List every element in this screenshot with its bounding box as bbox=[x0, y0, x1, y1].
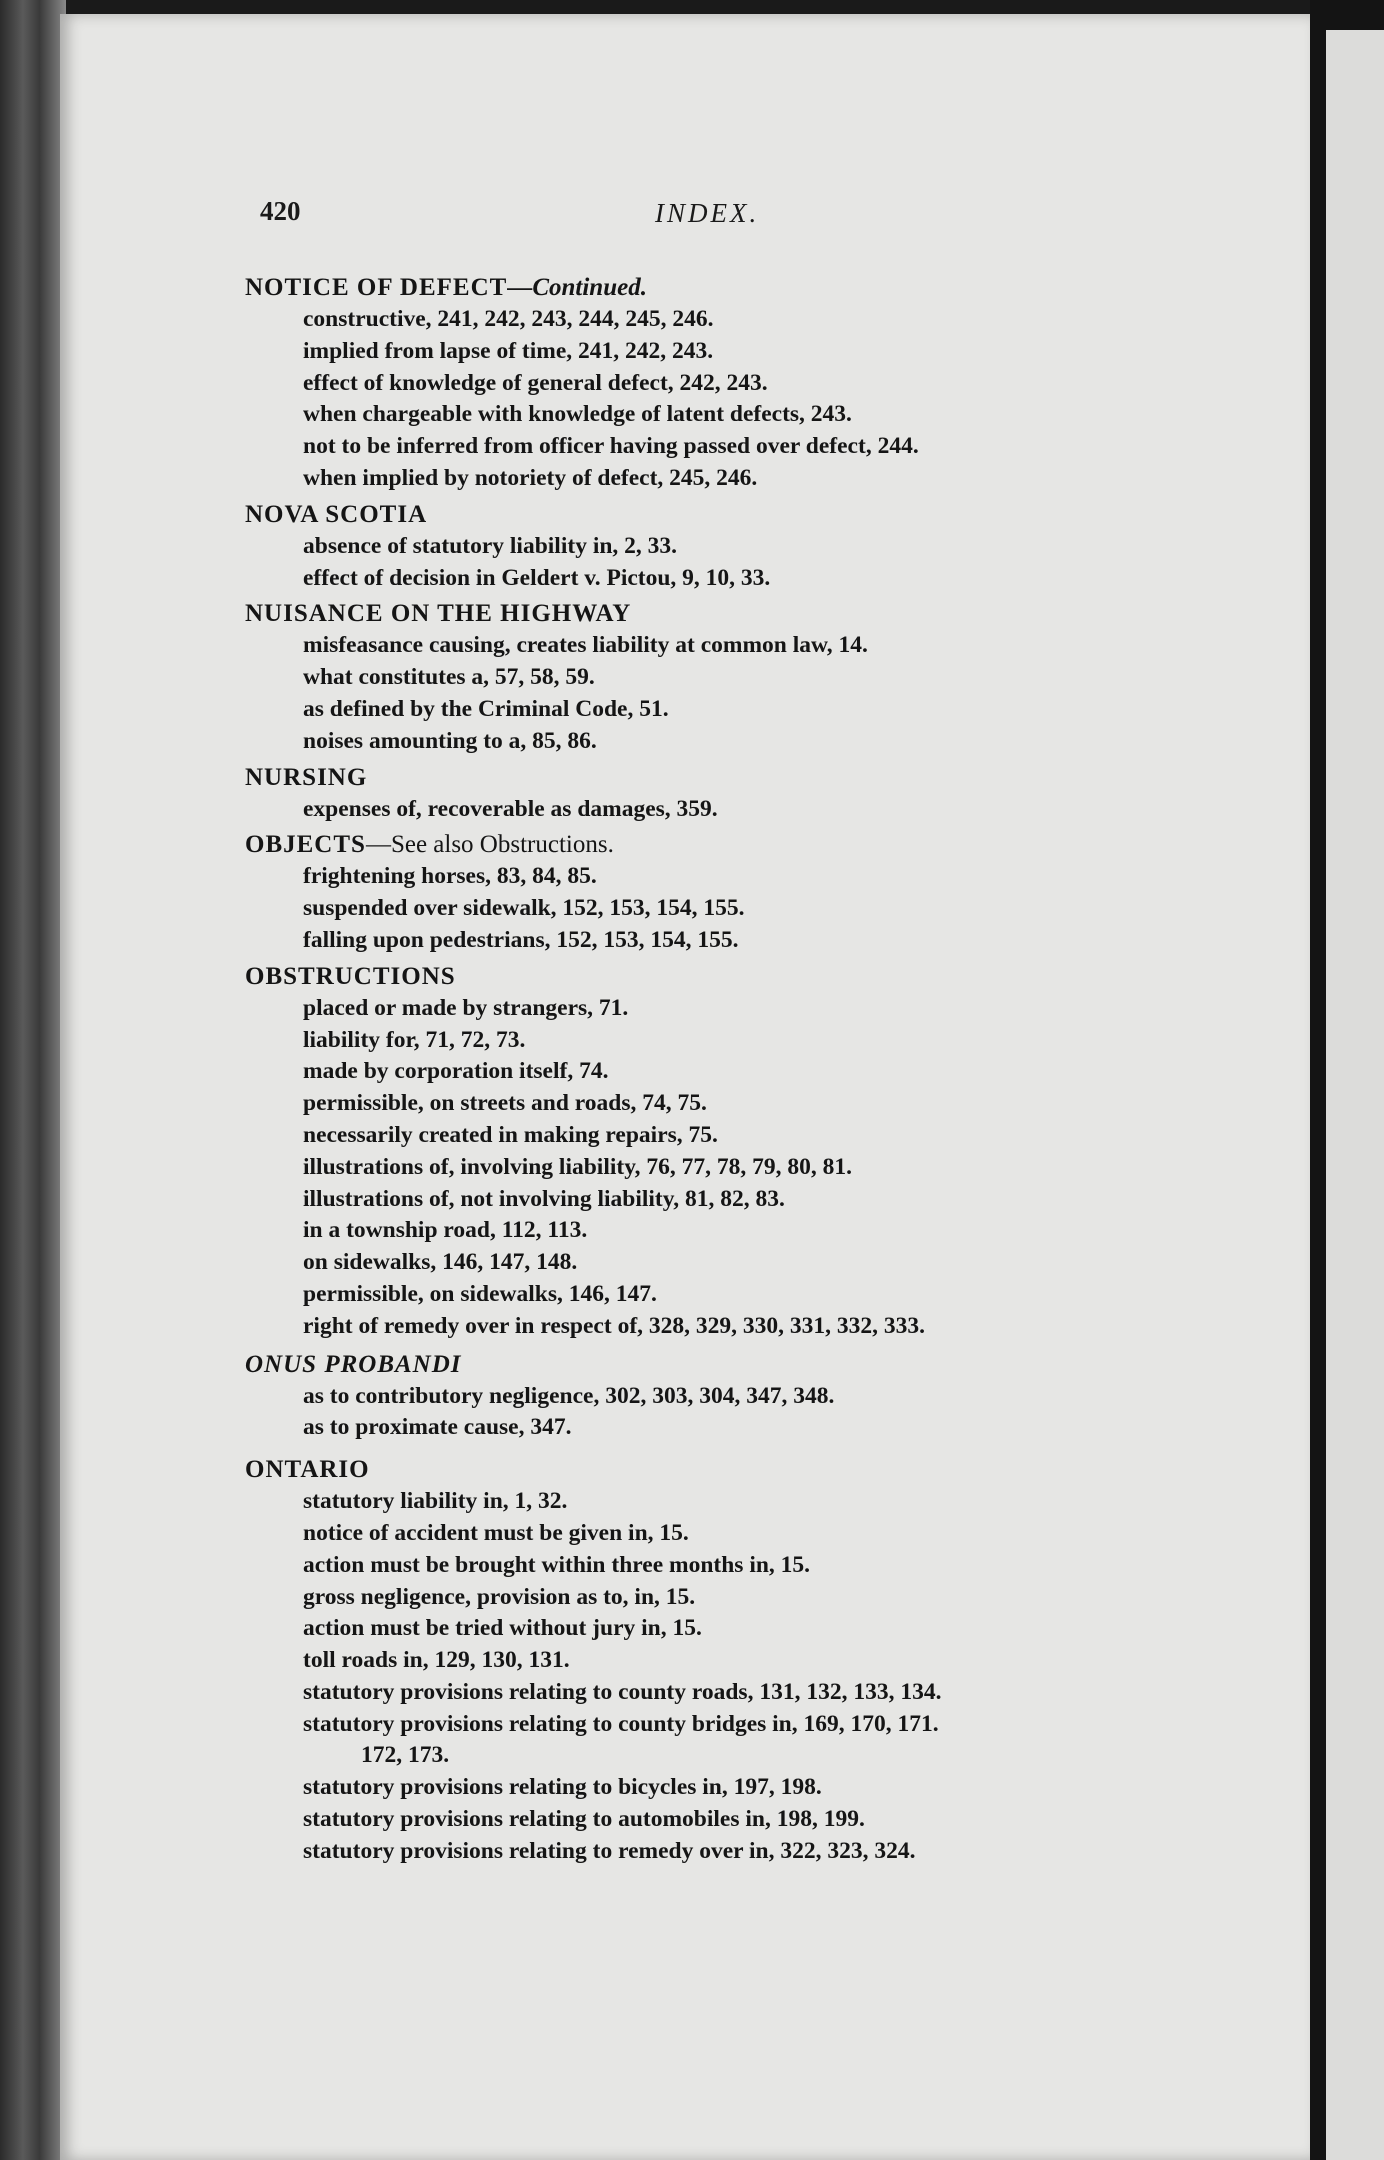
subentry: on sidewalks, 146, 147, 148. bbox=[303, 1249, 578, 1276]
subentry: statutory provisions relating to automobiles in, 198, 199. bbox=[303, 1806, 865, 1833]
index-entry bbox=[245, 762, 1145, 826]
subentry: action must be tried without jury in, 15. bbox=[303, 1615, 702, 1642]
index-list bbox=[245, 268, 1145, 1868]
index-entry bbox=[245, 499, 1145, 595]
subentry: as defined by the Criminal Code, 51. bbox=[303, 695, 669, 722]
entry-heading: ONTARIO bbox=[245, 1456, 370, 1484]
subentry: as to contributory negligence, 302, 303, 304, 347, 348. bbox=[303, 1382, 835, 1409]
subentry: permissible, on streets and roads, 74, 75. bbox=[303, 1090, 707, 1117]
subentry: noises amounting to a, 85, 86. bbox=[303, 727, 597, 754]
subentry: right of remedy over in respect of, 328, 329, 330, 331, 332, 333. bbox=[303, 1312, 926, 1339]
subentry: statutory provisions relating to remedy over in, 322, 323, 324. bbox=[303, 1837, 916, 1864]
subentry: misfeasance causing, creates liability at common law, 14. bbox=[303, 632, 868, 659]
index-entry bbox=[245, 272, 1145, 495]
index-entry bbox=[245, 1349, 1145, 1445]
entry-heading: NOVA SCOTIA bbox=[245, 500, 428, 528]
subentry: notice of accident must be given in, 15. bbox=[303, 1519, 689, 1546]
index-entry bbox=[245, 1454, 1145, 1868]
index-entry bbox=[245, 961, 1145, 1343]
entry-heading: NURSING bbox=[245, 763, 368, 791]
subentry: statutory provisions relating to county bridges in, 169, 170, 171. 172, 173. bbox=[245, 1709, 1145, 1773]
page-header bbox=[260, 196, 1160, 236]
subentry: illustrations of, involving liability, 76, 77, 78, 79, 80, 81. bbox=[303, 1153, 853, 1180]
subentry: made by corporation itself, 74. bbox=[303, 1058, 609, 1085]
subentry: absence of statutory liability in, 2, 33. bbox=[303, 532, 678, 559]
subentry: placed or made by strangers, 71. bbox=[303, 994, 629, 1021]
subentry: effect of knowledge of general defect, 242, 243. bbox=[303, 369, 768, 396]
see-also-reference: —See also Obstructions. bbox=[365, 831, 614, 859]
subentry: necessarily created in making repairs, 75. bbox=[303, 1121, 718, 1148]
subentry: when chargeable with knowledge of latent defects, 243. bbox=[303, 401, 852, 428]
subentry: constructive, 241, 242, 243, 244, 245, 246. bbox=[303, 306, 714, 332]
subentry: statutory provisions relating to county roads, 131, 132, 133, 134. bbox=[303, 1678, 942, 1705]
subentry: what constitutes a, 57, 58, 59. bbox=[303, 664, 595, 691]
book-spine-edge bbox=[0, 0, 66, 2160]
subentry: in a township road, 112, 113. bbox=[303, 1217, 588, 1244]
subentry: permissible, on sidewalks, 146, 147. bbox=[303, 1280, 657, 1307]
entry-heading: NOTICE OF DEFECT—Continued. bbox=[245, 274, 647, 301]
subentry: expenses of, recoverable as damages, 359. bbox=[303, 795, 718, 822]
page-number: 420 bbox=[260, 196, 301, 226]
subentry: toll roads in, 129, 130, 131. bbox=[303, 1647, 570, 1674]
subentry: statutory provisions relating to bicycles in, 197, 198. bbox=[303, 1774, 822, 1801]
entry-heading: OBJECTS—See also Obstructions. bbox=[245, 831, 614, 859]
subentry: not to be inferred from officer having passed over defect, 244. bbox=[303, 433, 919, 460]
subentry: effect of decision in Geldert v. Pictou, 9, 10, 33. bbox=[303, 564, 771, 591]
subentry: action must be brought within three months in, 15. bbox=[303, 1551, 811, 1578]
running-head: INDEX. bbox=[655, 198, 760, 228]
subentry: statutory liability in, 1, 32. bbox=[303, 1488, 568, 1515]
subentry: when implied by notoriety of defect, 245, 246. bbox=[303, 464, 758, 491]
index-entry bbox=[245, 829, 1145, 956]
subentry: implied from lapse of time, 241, 242, 243. bbox=[303, 337, 714, 364]
subentry: liability for, 71, 72, 73. bbox=[303, 1026, 526, 1053]
subentry: suspended over sidewalk, 152, 153, 154, 155. bbox=[303, 895, 745, 922]
subentry: frightening horses, 83, 84, 85. bbox=[303, 863, 597, 890]
entry-heading: ONUS PROBANDI bbox=[245, 1350, 462, 1378]
subentry: gross negligence, provision as to, in, 15. bbox=[303, 1583, 696, 1610]
entry-heading: OBSTRUCTIONS bbox=[245, 962, 456, 990]
subentry: falling upon pedestrians, 152, 153, 154, 155. bbox=[303, 926, 739, 953]
index-entry bbox=[245, 598, 1145, 757]
subentry: illustrations of, not involving liability, 81, 82, 83. bbox=[303, 1185, 785, 1212]
facing-page-edge bbox=[1326, 30, 1384, 2160]
entry-heading: NUISANCE ON THE HIGHWAY bbox=[245, 600, 632, 628]
subentry-continuation: 172, 173. bbox=[361, 1742, 450, 1769]
subentry: as to proximate cause, 347. bbox=[303, 1414, 572, 1441]
